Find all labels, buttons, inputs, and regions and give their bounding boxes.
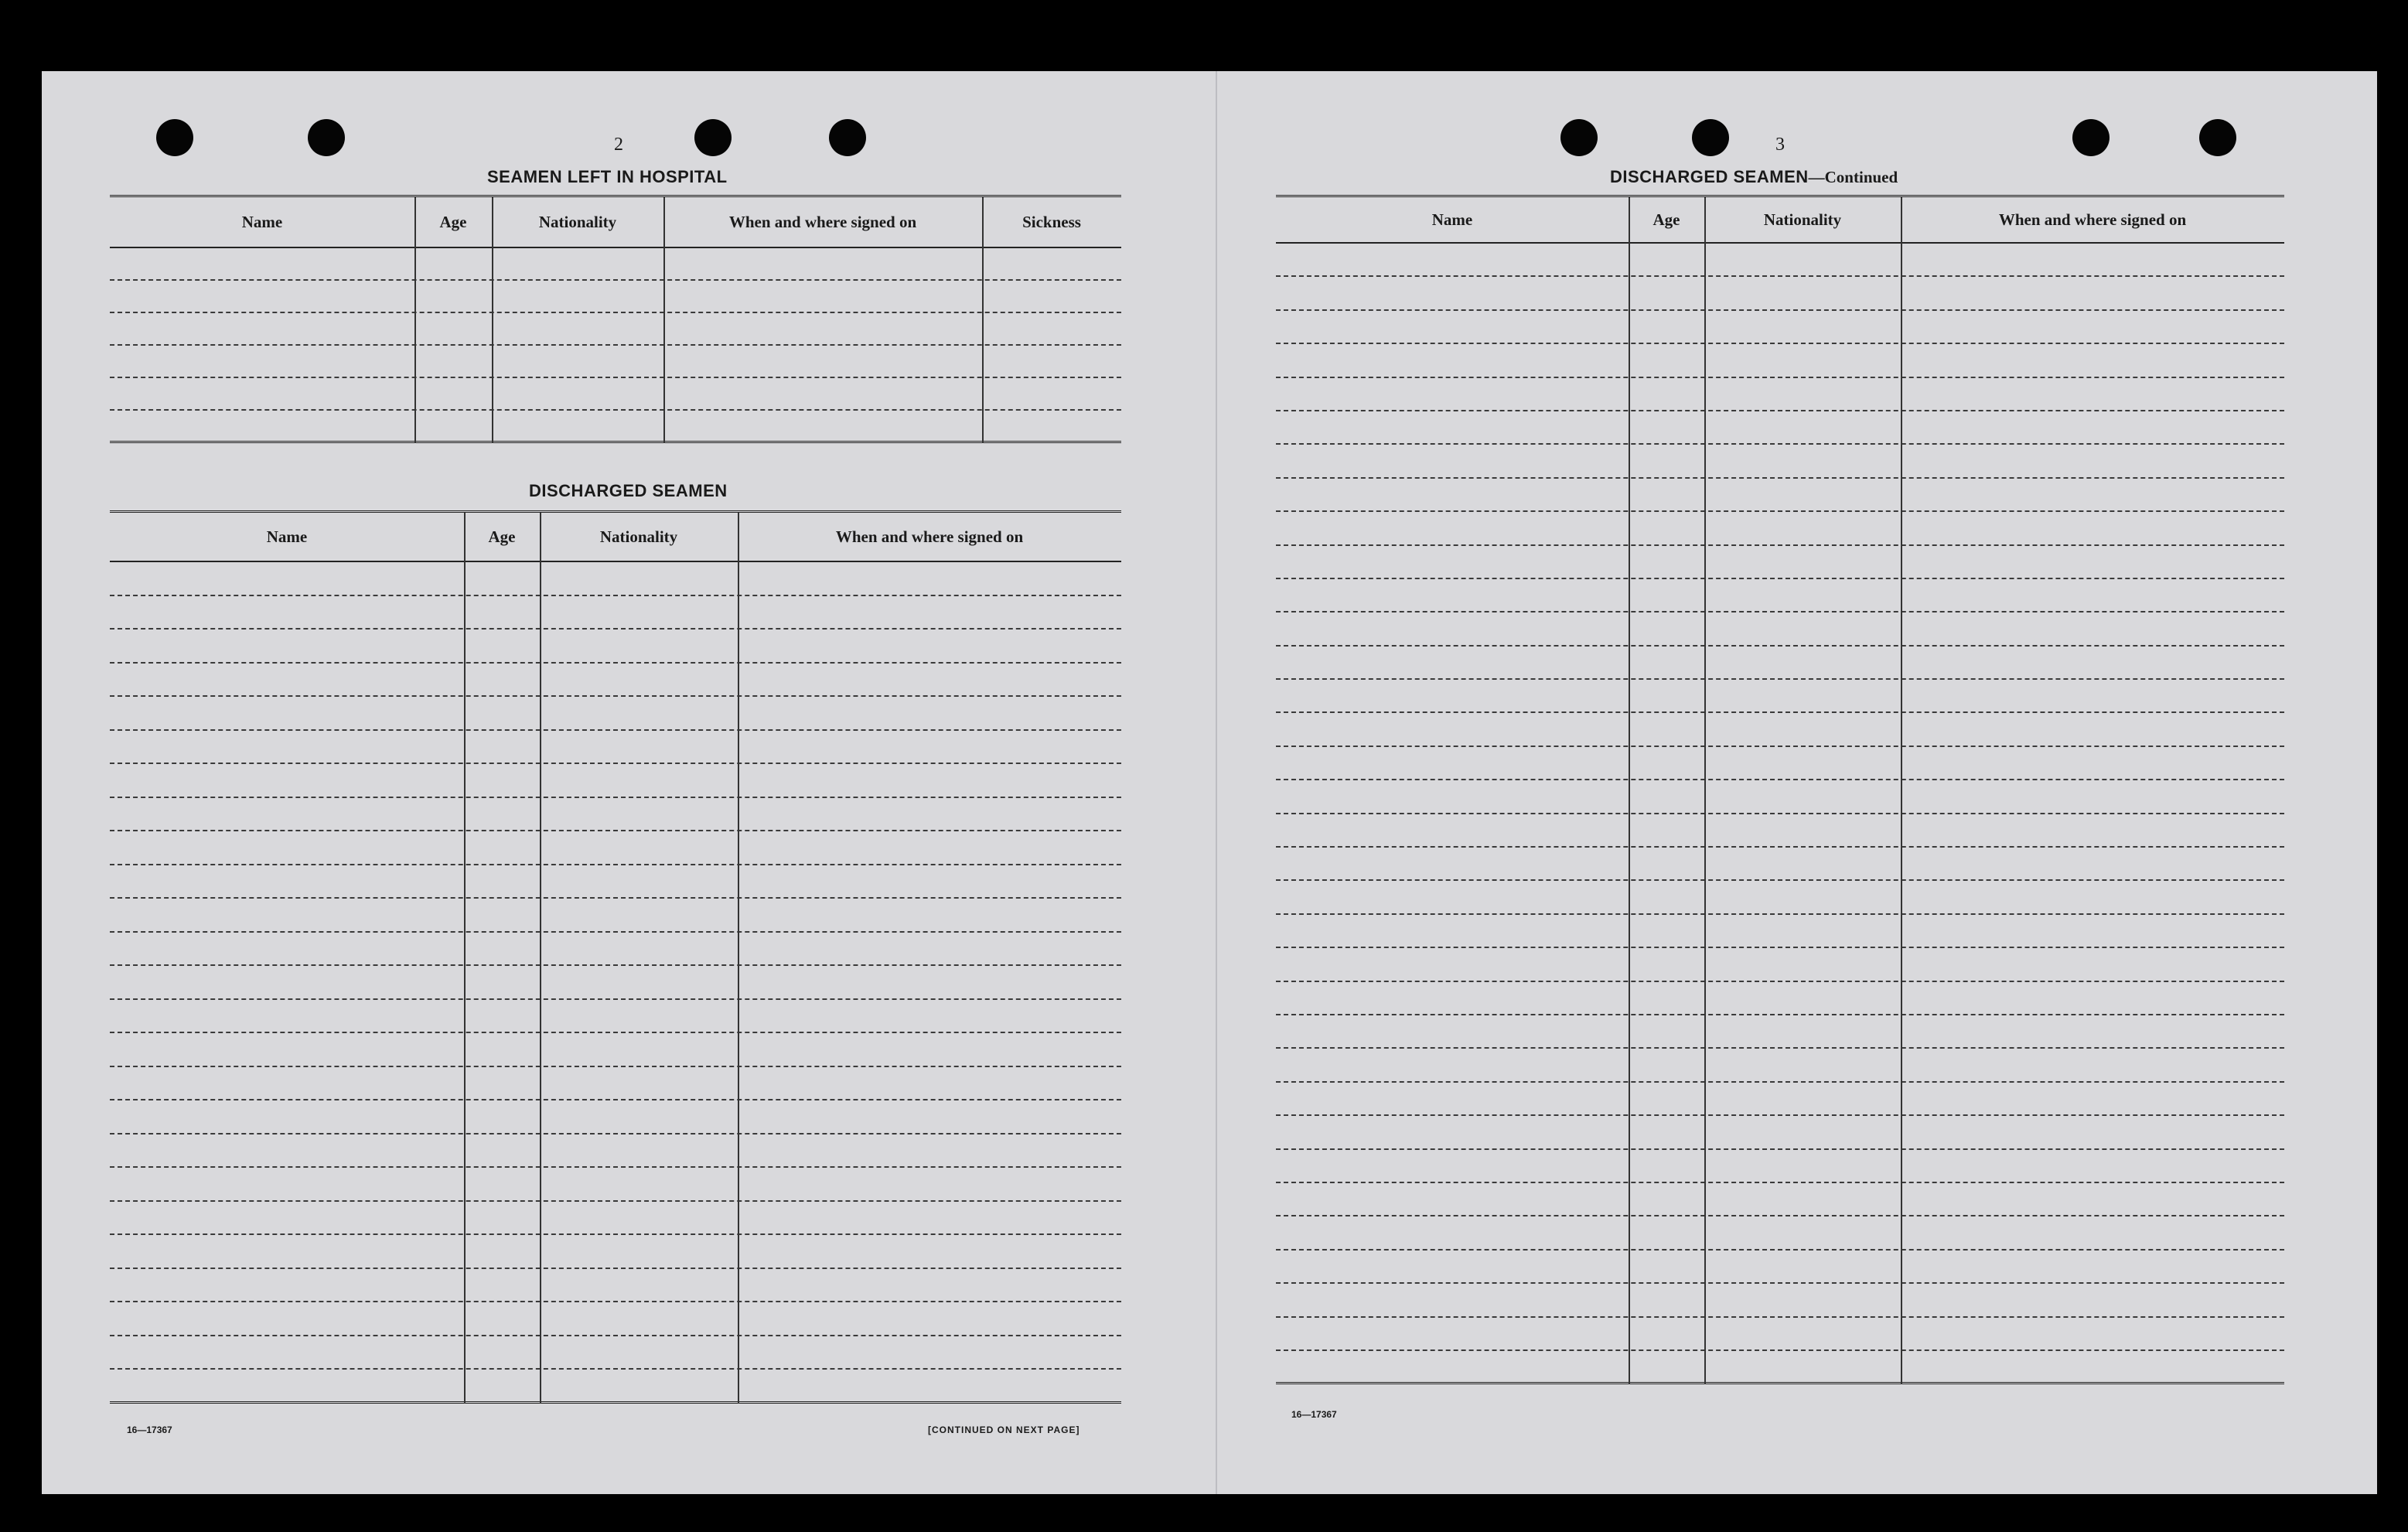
table-row xyxy=(110,933,1121,967)
table-row xyxy=(110,1067,1121,1101)
table-row xyxy=(110,248,1121,281)
table-row xyxy=(1276,814,2284,848)
table-row xyxy=(1276,445,2284,478)
table-row xyxy=(1276,579,2284,612)
table-row xyxy=(110,596,1121,630)
table-row xyxy=(1276,1183,2284,1216)
table-row xyxy=(1276,915,2284,948)
table-row xyxy=(110,378,1121,411)
column-header-nationality: Nationality xyxy=(599,527,678,546)
column-header-age: Age xyxy=(488,527,516,546)
table-body xyxy=(110,248,1121,443)
table-row xyxy=(110,764,1121,798)
title-suffix: —Continued xyxy=(1808,168,1898,186)
hospital-table xyxy=(110,195,1121,443)
column-header-nationality: Nationality xyxy=(538,212,617,231)
table-row xyxy=(110,731,1121,765)
column-divider xyxy=(738,513,739,1404)
right-page xyxy=(1216,71,2377,1494)
table-row xyxy=(110,1370,1121,1404)
discharged-table xyxy=(110,510,1121,1404)
title-text: DISCHARGED SEAMEN xyxy=(1610,167,1809,186)
table-row xyxy=(110,865,1121,899)
table-row xyxy=(110,1000,1121,1034)
table-header xyxy=(1276,197,2284,244)
table-row xyxy=(1276,1216,2284,1250)
punch-hole xyxy=(308,119,345,156)
column-header-age: Age xyxy=(1653,210,1680,229)
discharged-continued-table xyxy=(1276,195,2284,1384)
table-row xyxy=(1276,1116,2284,1149)
discharged-section-title: DISCHARGED SEAMEN xyxy=(529,481,728,500)
table-row xyxy=(1276,612,2284,646)
table-row xyxy=(1276,982,2284,1015)
table-row xyxy=(110,664,1121,698)
table-row xyxy=(110,1100,1121,1134)
table-row xyxy=(110,411,1121,443)
table-row xyxy=(1276,1284,2284,1317)
table-row xyxy=(110,346,1121,378)
continued-note: [CONTINUED ON NEXT PAGE] xyxy=(928,1425,1080,1435)
table-row xyxy=(110,1202,1121,1236)
table-row xyxy=(110,1235,1121,1269)
column-divider xyxy=(540,513,541,1404)
table-body xyxy=(110,562,1121,1404)
column-divider xyxy=(464,513,466,1404)
table-row xyxy=(1276,411,2284,445)
column-divider xyxy=(982,197,984,443)
table-row xyxy=(1276,311,2284,344)
punch-hole xyxy=(694,119,732,156)
table-row xyxy=(110,966,1121,1000)
table-row xyxy=(1276,1015,2284,1049)
table-row xyxy=(110,1336,1121,1370)
column-divider xyxy=(663,197,665,443)
table-header xyxy=(110,513,1121,562)
table-row xyxy=(110,1302,1121,1336)
table-row xyxy=(1276,881,2284,914)
table-row xyxy=(1276,1049,2284,1082)
column-divider xyxy=(492,197,493,443)
table-row xyxy=(1276,647,2284,680)
column-header-sickness: Sickness xyxy=(1022,212,1081,231)
table-row xyxy=(110,798,1121,832)
table-row xyxy=(1276,747,2284,780)
punch-hole xyxy=(1692,119,1729,156)
hospital-section-title: SEAMEN LEFT IN HOSPITAL xyxy=(487,167,728,186)
table-body xyxy=(1276,244,2284,1384)
table-row xyxy=(110,697,1121,731)
table-row xyxy=(1276,479,2284,512)
column-header-signed-on: When and where signed on xyxy=(835,527,1024,546)
table-row xyxy=(1276,1251,2284,1284)
column-divider xyxy=(1704,197,1706,1384)
column-header-age: Age xyxy=(439,212,467,231)
column-header-name: Name xyxy=(241,212,283,231)
punch-hole xyxy=(156,119,193,156)
table-row xyxy=(110,562,1121,596)
table-row xyxy=(1276,277,2284,310)
table-row xyxy=(1276,680,2284,713)
table-row xyxy=(1276,848,2284,881)
punch-hole xyxy=(2199,119,2236,156)
table-row xyxy=(1276,1083,2284,1116)
column-header-signed-on: When and where signed on xyxy=(728,212,917,231)
table-row xyxy=(1276,1150,2284,1183)
column-header-name: Name xyxy=(1431,210,1473,229)
column-divider xyxy=(1901,197,1902,1384)
table-row xyxy=(110,281,1121,313)
punch-hole xyxy=(829,119,866,156)
table-row xyxy=(110,630,1121,664)
column-divider xyxy=(414,197,416,443)
table-row xyxy=(1276,780,2284,814)
table-row xyxy=(110,313,1121,346)
page-number: 2 xyxy=(614,135,623,155)
table-row xyxy=(1276,713,2284,746)
table-row xyxy=(1276,378,2284,411)
table-row xyxy=(1276,512,2284,545)
table-row xyxy=(110,1033,1121,1067)
left-page xyxy=(42,71,1216,1494)
column-header-name: Name xyxy=(266,527,308,546)
table-row xyxy=(110,1134,1121,1169)
column-divider xyxy=(1629,197,1630,1384)
table-row xyxy=(1276,1318,2284,1351)
table-row xyxy=(1276,546,2284,579)
table-row xyxy=(1276,344,2284,377)
form-code: 16—17367 xyxy=(1291,1409,1337,1420)
table-row xyxy=(110,1168,1121,1202)
discharged-continued-title xyxy=(1610,167,1898,187)
table-row xyxy=(110,831,1121,865)
form-code: 16—17367 xyxy=(127,1425,172,1435)
table-row xyxy=(1276,244,2284,277)
table-row xyxy=(1276,1351,2284,1384)
table-header xyxy=(110,197,1121,248)
table-row xyxy=(110,1269,1121,1303)
punch-hole xyxy=(2072,119,2110,156)
table-row xyxy=(1276,948,2284,981)
page-number: 3 xyxy=(1775,135,1785,155)
table-row xyxy=(110,899,1121,933)
column-header-signed-on: When and where signed on xyxy=(1998,210,2187,229)
punch-hole xyxy=(1560,119,1598,156)
column-header-nationality: Nationality xyxy=(1763,210,1842,229)
